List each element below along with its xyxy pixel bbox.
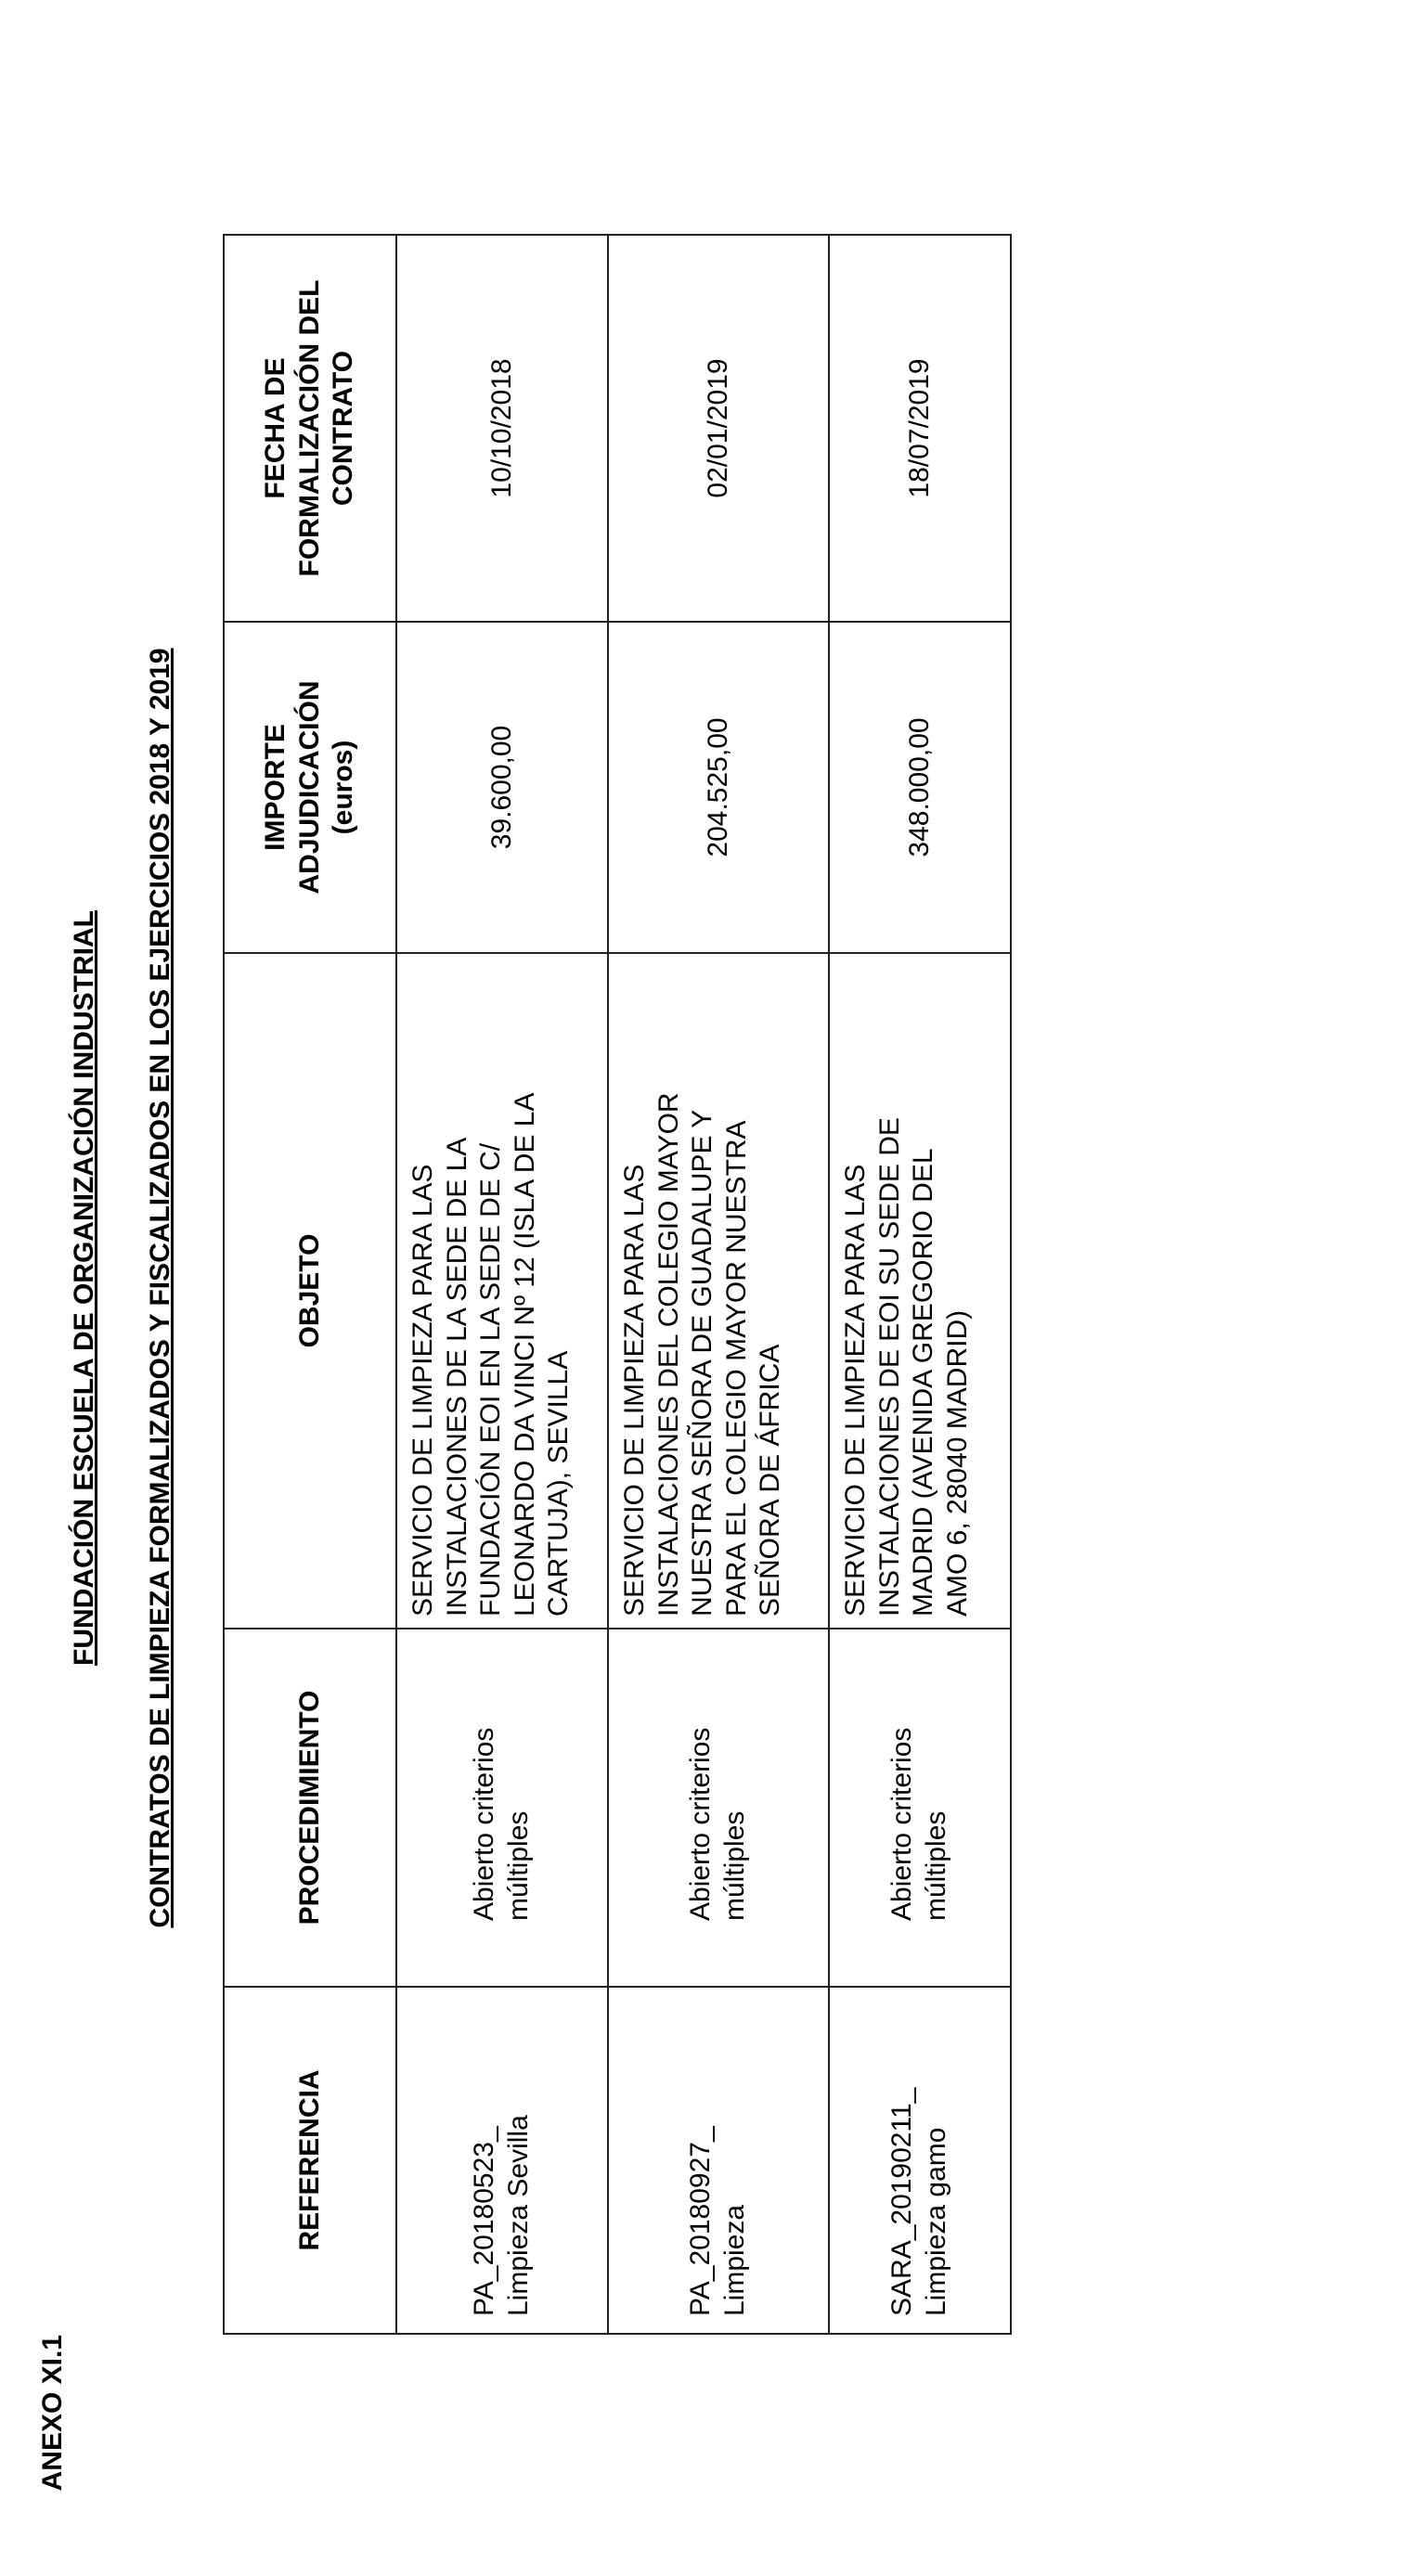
cell-fecha: 10/10/2018: [396, 235, 608, 622]
cell-importe: 204.525,00: [608, 622, 829, 953]
contracts-table: [223, 234, 1012, 2335]
header-referencia: REFERENCIA: [224, 1987, 396, 2334]
cell-objeto: SERVICIO DE LIMPIEZA PARA LAS INSTALACIONES DE EOI SU SEDE DE MADRID (AVENIDA GREGORIO DEL AMO 6, 28040 MADRID): [829, 953, 1011, 1629]
document-title: CONTRATOS DE LIMPIEZA FORMALIZADOS Y FISCALIZADOS EN LOS EJERCICIOS 2018 Y 2019: [145, 648, 175, 1928]
table-header-row: [224, 235, 396, 2334]
cell-referencia: PA_20180523_ Limpieza Sevilla: [396, 1987, 608, 2334]
cell-objeto: SERVICIO DE LIMPIEZA PARA LAS INSTALACIONES DE LA SEDE DE LA FUNDACIÓN EOI EN LA SEDE DE C/ LEONARDO DA VINCI Nº 12 (ISLA DE LA CARTUJA), SEVILLA: [396, 953, 608, 1629]
header-objeto: OBJETO: [224, 953, 396, 1629]
table-row: [608, 235, 829, 2334]
cell-referencia: SARA_20190211_ Limpieza gamo: [829, 1987, 1011, 2334]
header-importe: IMPORTE ADJUDICACIÓN (euros): [224, 622, 396, 953]
header-fecha: FECHA DE FORMALIZACIÓN DEL CONTRATO: [224, 235, 396, 622]
cell-procedimiento: Abierto criterios múltiples: [608, 1629, 829, 1987]
annex-label: ANEXO XI.1: [37, 2335, 68, 2492]
cell-fecha: 02/01/2019: [608, 235, 829, 622]
cell-objeto: SERVICIO DE LIMPIEZA PARA LAS INSTALACIONES DEL COLEGIO MAYOR NUESTRA SEÑORA DE GUADALUPE Y PARA EL COLEGIO MAYOR NUESTRA SEÑORA DE ÁFRICA: [608, 953, 829, 1629]
header-procedimiento: PROCEDIMIENTO: [224, 1629, 396, 1987]
cell-importe: 39.600,00: [396, 622, 608, 953]
table-row: [396, 235, 608, 2334]
table-row: [829, 235, 1011, 2334]
cell-fecha: 18/07/2019: [829, 235, 1011, 622]
cell-procedimiento: Abierto criterios múltiples: [829, 1629, 1011, 1987]
cell-referencia: PA_20180927_ Limpieza: [608, 1987, 829, 2334]
cell-importe: 348.000,00: [829, 622, 1011, 953]
organization-title: FUNDACIÓN ESCUELA DE ORGANIZACIÓN INDUSTRIAL: [69, 910, 99, 1666]
cell-procedimiento: Abierto criterios múltiples: [396, 1629, 608, 1987]
